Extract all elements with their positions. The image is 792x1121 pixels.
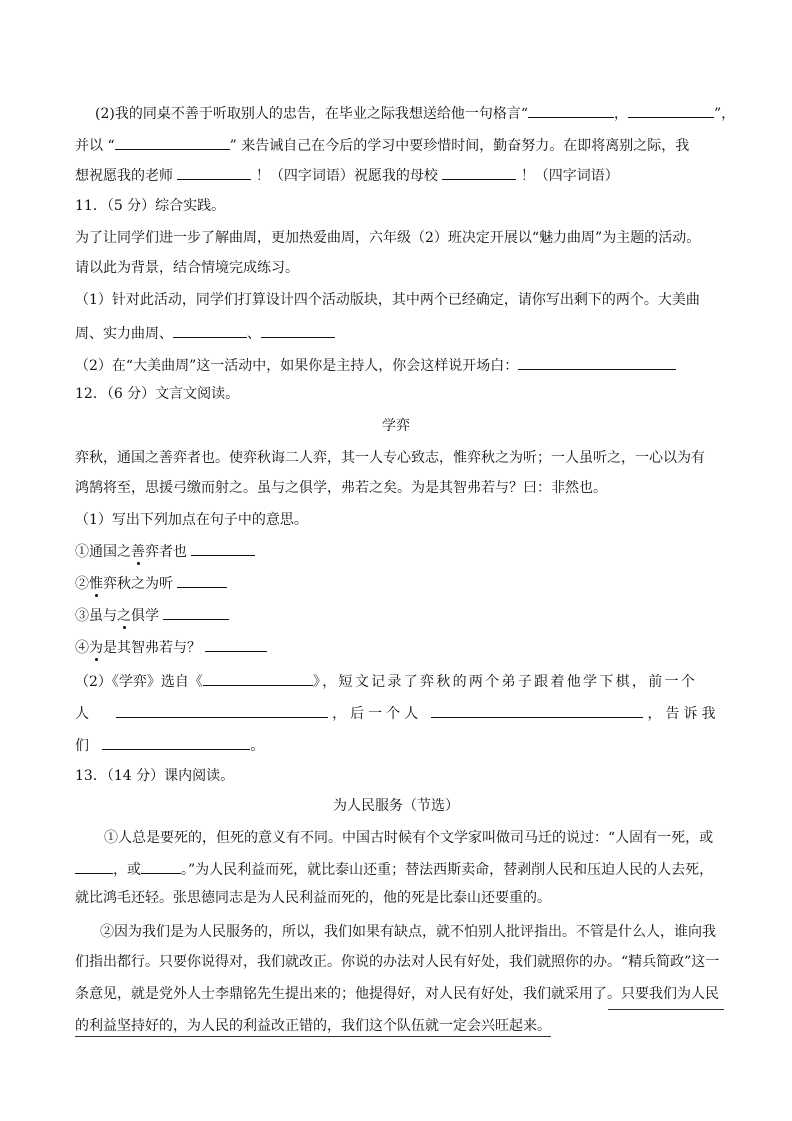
item-number: ② — [75, 576, 89, 592]
q12-passage: 弈秋，通国之善弈者也。使弈秋诲二人弈，其一人专心致志，惟弈秋之为听；一人虽听之，一心以为有 — [75, 450, 705, 466]
answer-blank[interactable] — [518, 354, 676, 370]
q11-separator: 、 — [247, 326, 261, 342]
item-text: 通国之 — [89, 544, 131, 560]
item-text: 虽与 — [89, 608, 117, 624]
q12-header: 12．（6 分）文言文阅读。 — [75, 386, 240, 402]
answer-blank[interactable] — [163, 604, 229, 620]
q10-2-comma: ， — [614, 106, 628, 122]
para-number: ② — [100, 924, 114, 940]
q12-item — [75, 572, 227, 594]
q13-header: 13．（14 分）课内阅读。 — [75, 768, 235, 784]
q13-para2-line1 — [100, 922, 716, 942]
q10-2-text: 并以 “ — [75, 138, 115, 154]
q10-2-line3 — [75, 164, 619, 186]
q12-item — [75, 540, 255, 562]
q10-2-line1 — [95, 102, 735, 124]
item-text: 俱学 — [131, 608, 159, 624]
answer-blank[interactable] — [116, 702, 328, 718]
q12-subq2 — [75, 670, 697, 692]
answer-blank[interactable] — [203, 670, 313, 686]
sentence-underline — [608, 1004, 724, 1010]
q13-para2-line2: 们指出都行。只要你说得对，我们就改正。你说的办法对人民有好处，我们就照你的办。“精兵简政”这一 — [75, 954, 720, 970]
q12-text: 们 — [75, 738, 89, 754]
q10-2-text: ！（四字词语） — [520, 168, 619, 184]
answer-blank[interactable] — [141, 858, 181, 874]
q13-para1-line1 — [104, 828, 713, 848]
q10-2-text-end: ”， — [714, 106, 736, 122]
item-text: 是其智弗若与？ — [103, 640, 201, 656]
underlined-sentence: 的利益坚持好的，为人民的利益改正错的，我们这个队伍就一定会兴旺起来。 — [75, 1018, 551, 1037]
q10-2-text: ” 来告诫自己在今后的学习中要珍惜时间，勤奋努力。在即将离别之际，我 — [229, 138, 690, 154]
answer-blank[interactable] — [191, 540, 255, 556]
answer-blank[interactable] — [115, 134, 230, 150]
q12-text: （2）《学弈》选自《 — [75, 674, 203, 690]
para-text: ，或 — [113, 862, 141, 878]
q13-para2-line3 — [75, 984, 719, 1004]
q11-paragraph: 请以此为背景，结合情境完成练习。 — [75, 260, 299, 276]
q11-header: 11．（5 分）综合实践。 — [75, 198, 226, 214]
q12-subq2-line2 — [75, 702, 720, 724]
answer-blank[interactable] — [442, 164, 516, 180]
item-text: 弈者也 — [145, 544, 187, 560]
q13-para1-line3: 就比鸿毛还轻。张思德同志是为人民利益而死的，他的死是比泰山还要重的。 — [75, 890, 551, 906]
answer-blank[interactable] — [177, 164, 251, 180]
q12-passage: 鸿鹄将至，思援弓缴而射之。虽与之俱学，弗若之矣。为是其智弗若与？曰：非然也。 — [75, 480, 607, 496]
q10-2-line2 — [75, 134, 689, 156]
dotted-char: 为 — [89, 640, 103, 656]
answer-blank[interactable] — [102, 734, 250, 750]
q12-subq2-line3 — [75, 734, 264, 756]
para-text: 因为我们是为人民服务的，所以，我们如果有缺点，就不怕别人批评指出。不管是什么人，谁向我 — [114, 924, 716, 940]
answer-blank[interactable] — [173, 322, 247, 338]
q12-item — [75, 636, 267, 658]
q10-2-text: 想祝愿我的老师 — [75, 168, 173, 184]
q12-text: ，后一个人 — [332, 706, 423, 722]
dotted-char: 善 — [131, 544, 145, 560]
answer-blank[interactable] — [205, 636, 267, 652]
q11-subq1-line2 — [75, 322, 335, 344]
q11-paragraph: 为了让同学们进一步了解曲周，更加热爱曲周，六年级（2）班决定开展以“魅力曲周”为主题的活动。 — [75, 230, 701, 246]
q10-2-text: ！（四字词语）祝愿我的母校 — [255, 168, 438, 184]
answer-blank[interactable] — [177, 572, 227, 588]
dotted-char: 惟 — [89, 576, 103, 592]
q12-text: 人 — [75, 706, 89, 722]
q11-text: （2）在“大美曲周”这一活动中，如果你是主持人，你会这样说开场白： — [75, 358, 519, 374]
para-text: 条意见，就是党外人士李鼎铭先生提出来的；他提得好，对人民有好处，我们就采用了。只要我们为人民 — [75, 986, 719, 1002]
answer-blank[interactable] — [628, 102, 714, 118]
item-number: ③ — [75, 608, 89, 624]
q13-title: 为人民服务（节选） — [333, 798, 459, 814]
q11-text: 周、实力曲周、 — [75, 326, 173, 342]
q13-para2-line4 — [75, 1016, 551, 1036]
q12-text: 》，短文记录了弈秋的两个弟子跟着他学下棋，前一个 — [312, 674, 698, 690]
q12-text: ，告诉我 — [647, 706, 720, 722]
q12-text: 。 — [250, 738, 265, 754]
q12-item — [75, 604, 229, 626]
answer-blank[interactable] — [75, 858, 113, 874]
para-text: 人总是要死的，但死的意义有不同。中国古时候有个文学家叫做司马迁的说过：“人固有一死，或 — [118, 830, 714, 846]
q11-subq2 — [75, 354, 676, 376]
q11-subq1: （1）针对此活动，同学们打算设计四个活动版块，其中两个已经确定，请你写出剩下的两个。大美曲 — [75, 292, 700, 308]
answer-blank[interactable] — [528, 102, 614, 118]
answer-blank[interactable] — [431, 702, 643, 718]
q13-para1-line2 — [75, 858, 713, 880]
answer-blank[interactable] — [261, 322, 335, 338]
item-number: ① — [75, 544, 89, 560]
q12-subq1: （1）写出下列加点在句子中的意思。 — [75, 512, 308, 528]
para-number: ① — [104, 830, 118, 846]
item-number: ④ — [75, 640, 89, 656]
item-text: 弈秋之为听 — [103, 576, 173, 592]
para-text: 。”为人民利益而死，就比泰山还重；替法西斯卖命，替剥削人民和压迫人民的人去死， — [181, 862, 714, 878]
dotted-char: 之 — [117, 608, 131, 624]
q12-title: 学弈 — [382, 418, 410, 434]
q10-2-text-a: (2)我的同桌不善于听取别人的忠告，在毕业之际我想送给他一句格言“ — [95, 106, 528, 122]
